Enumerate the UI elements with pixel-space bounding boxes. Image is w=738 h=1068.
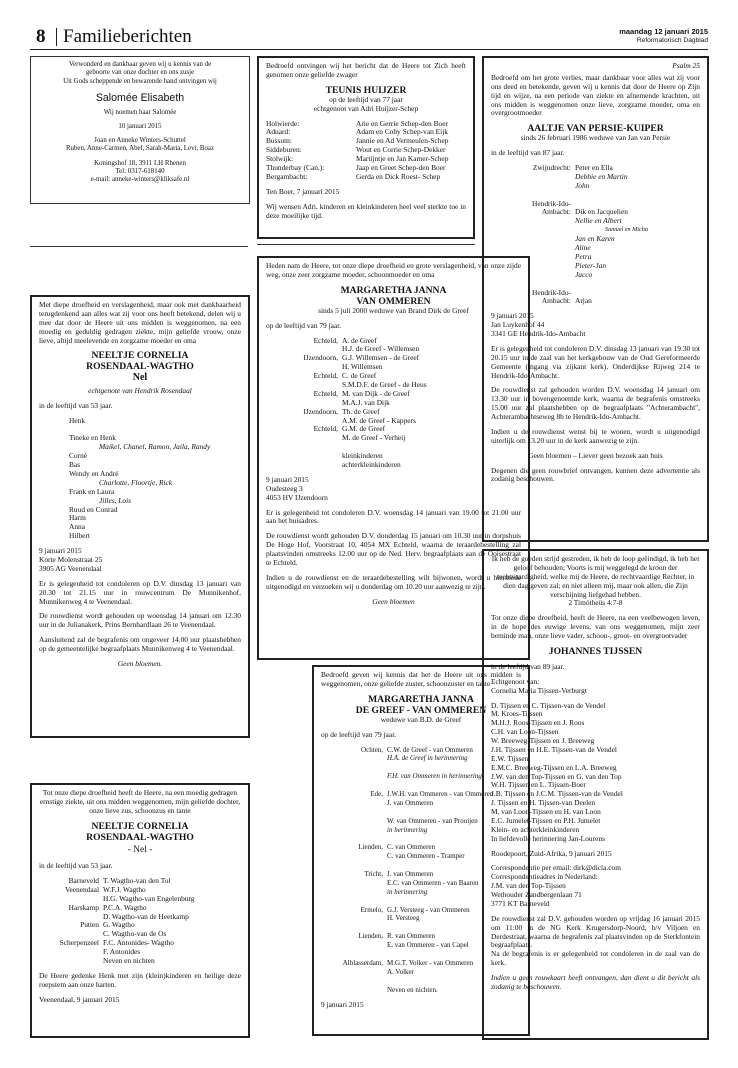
family-member: [575, 280, 700, 289]
birth-date: 10 januari 2015: [118, 122, 162, 130]
family-member: Arjan: [575, 296, 592, 306]
family-member: Nellie en Albert: [575, 216, 622, 226]
family-member: Aline: [575, 243, 591, 253]
family-place: Echteld,: [313, 388, 338, 398]
family-place: Barneveld: [68, 875, 99, 885]
condolence-info: Er is gelegenheid tot condoleren op D.V. dinsdag 13 januari van 20.30 tot 21.15 uur in rouwcentrum De Munnikenhof, Munnikenweg 4 te Veenendaal.: [39, 578, 241, 606]
family-place: [321, 852, 383, 861]
obituary-van-persie: [482, 56, 709, 542]
family-member: Jan en Karen: [575, 234, 615, 244]
family-member: achterkleinkinderen: [342, 460, 401, 470]
deceased-name-2: DE GREEF - VAN OMMEREN: [355, 704, 487, 716]
burial-info: Aansluitend zal de begrafenis om ongeveer 14.00 uur plaatshebben op de gemeentelijke begraafplaats Munnikenweg 4 te Veenendaal.: [39, 635, 241, 654]
family-place: [321, 977, 383, 986]
birth-announcement: [30, 56, 250, 204]
family-member: Petra: [575, 251, 592, 261]
family-member: J.B. Tijssen en J.C.M. Tijssen-van de Vendel: [491, 789, 623, 799]
family-place: [491, 262, 571, 271]
family-list: [491, 164, 700, 306]
correspondence-email: Correspondentie per email: dirk@dicla.com: [491, 863, 621, 873]
obituary-rosendaal-1: [30, 295, 250, 738]
family-member: Neven en nichten: [103, 955, 155, 965]
family-place: [266, 461, 338, 470]
family-place: [321, 968, 383, 977]
header-divider: [56, 28, 57, 46]
family-place: Stolwijk:: [266, 154, 294, 164]
family-place: [491, 182, 571, 191]
family-member: F.C. Antonides- Wagtho: [103, 938, 174, 948]
obituary-intro: Tot onze diepe droefheid heeft de Heere, na een moedig gedragen ernstige ziekte, uit ons midden weggenomen, mijn geliefde dochter, onze lieve zus, schoonzus en tante: [39, 788, 241, 815]
family-member: C. van Ommeren - Tramper: [387, 852, 465, 861]
family-place: [321, 817, 383, 826]
family-member: C.W. de Greef - van Ommeren: [387, 745, 473, 754]
family-member: G.M. de Greef: [342, 424, 386, 434]
family-member: H. Versteeg: [387, 914, 420, 923]
family-place: Hendrik-Ido-: [532, 198, 571, 208]
spouse-line: echtgenoot van Adri Huijzer-Schep: [313, 103, 419, 113]
family-member: Henk: [69, 415, 86, 425]
service-info: De rouwdienst wordt gehouden D.V. donderdag 15 januari om 10.30 uur in dorpshuis De Hoge Hof, Voorstraat 10, 4054 MX Echteld, waarna de teraardebestelling zal plaatsvinden omstreeks 12.00 uur op de Ned. Herv. begraafplaats aan de Ooisestraat te Echteld.: [266, 531, 521, 567]
obituary-date: 9 januari 2015: [491, 311, 534, 321]
attendance-info: Indien u de rouwdienst wenst bij te wonen, wordt u uitgenodigd uiterlijk om 13.20 uur in de kerk aanwezig te zijn.: [491, 426, 700, 445]
family-place: [39, 957, 99, 966]
baby-called: Wij noemen haar Salomée: [103, 108, 177, 116]
family-member: E. van Ommeren - van Capel: [387, 941, 469, 950]
deceased-name: AALTJE VAN PERSIE-KUIPER: [527, 123, 664, 135]
age-line: op de leeftijd van 79 jaar.: [266, 320, 342, 330]
family-place: [491, 217, 571, 226]
family-member: E.M.C. Breeweg-Tijssen en L.A. Breeweg: [491, 762, 617, 772]
family-place: [491, 253, 571, 262]
condolence-info: Er is gelegenheid tot condoleren D.V. dinsdag 13 januari van 19.30 tot 20.15 uur in de zaal van het kerkgebouw van de Oud Gereformeerde Gemeente (ingang via zijkant kerk), Onderdijkse Rijweg 214 te Hendrik-Ido-Ambacht.: [491, 343, 700, 380]
obituary-date: Ten Boer, 7 januari 2015: [266, 186, 340, 196]
family-place: [266, 434, 338, 443]
family-member: F. Antonides: [103, 947, 141, 957]
family-member: C. van Ommeren: [387, 843, 436, 852]
family-place: [491, 235, 571, 244]
family-member: J. van Ommeren: [387, 870, 434, 879]
family-member: Ruud en Conrad: [69, 504, 118, 514]
birth-address: Koningshof 18, 3911 LH Rhenen: [94, 159, 186, 167]
family-place: [321, 888, 383, 897]
closing-wish: Wij wensen Adri, kinderen en kleinkinderen heel veel sterkte toe in deze moeilijke tijd.: [266, 201, 466, 220]
family-place: Zwijndrecht:: [532, 163, 571, 173]
family-member: Wout en Corrie Schep-Dekker: [356, 145, 446, 155]
family-place: Alblasserdam,: [342, 958, 383, 967]
family-place: [491, 173, 571, 182]
family-place: [321, 781, 383, 790]
family-place: [491, 226, 571, 235]
obituary-date: 9 januari 2015: [321, 999, 364, 1009]
family-list: [39, 877, 241, 966]
family-list: [266, 120, 466, 182]
family-place: Hendrik-Ido-: [532, 287, 571, 297]
family-place: Ochten,: [361, 745, 383, 754]
family-place: [266, 443, 338, 452]
family-member: Adam en Coby Schep-van Eijk: [356, 127, 448, 137]
obituary-address-2: 3341 GE Hendrik-Ido-Ambacht: [491, 329, 586, 339]
family-place: [321, 754, 383, 763]
spouse-label: Echtgenoot van:: [491, 676, 540, 686]
notice-note: Indien u geen rouwkaart heeft ontvangen, dan dient u dit bericht als zodanig te beschouwen.: [491, 973, 700, 991]
family-place: [321, 950, 383, 959]
deceased-name: JOHANNES TIJSSEN: [548, 645, 643, 657]
family-member: C. Wagtho-van de Os: [103, 929, 167, 939]
deceased-name: TEUNIS HUIJZER: [325, 84, 407, 96]
psalm-ref: Psalm 25: [672, 61, 700, 70]
birth-intro-2: geboorte van onze dochter en ons zusje: [85, 69, 195, 77]
family-place: Harskamp: [68, 902, 99, 912]
widow-line: sinds 5 juli 2000 weduwe van Brand Dirk de Greef: [318, 305, 469, 315]
family-place: Veenendaal: [64, 884, 99, 894]
family-place: [39, 948, 99, 957]
family-member: M. de Greef - Verheij: [342, 433, 406, 443]
family-member: in herinnering: [387, 825, 428, 834]
family-place: Scherpenzeel: [59, 938, 99, 948]
age-line: in de leeftijd van 53 jaar.: [39, 400, 113, 410]
obituary-date: 9 januari 2015: [39, 546, 82, 556]
widow-line: weduwe van B.D. de Greef: [380, 714, 462, 724]
family-member: Tineke en Henk: [69, 433, 116, 443]
family-list: [39, 417, 241, 541]
family-member: R. van Ommeren: [387, 932, 436, 941]
age-line: in de leeftijd van 53 jaar.: [39, 861, 113, 871]
service-info: De rouwdienst zal gehouden worden D.V. woensdag 14 januari om 13.30 uur in bovengenoemde kerk, waarna de begrafenis omstreeks 15.00 uur zal plaatshebben op de begraafplaats "Achterambacht", Achterambachtseweg 8b te Hendrik-Ido-Ambacht.: [491, 385, 700, 422]
flowers-note: Geen bloemen – Liever geen bezoek aan huis: [528, 450, 663, 460]
family-member: Klein- en achterkleinkinderen: [491, 824, 580, 834]
family-place: [321, 923, 383, 932]
issue-date: maandag 12 januari 2015: [619, 27, 708, 36]
family-member: Maikel, Chanel, Ramon, Jaila, Randy: [99, 442, 211, 452]
family-member: Jacco: [575, 269, 593, 279]
family-place: IJzendoorn,: [303, 353, 338, 363]
obituary-intro: Tot onze diepe droefheid, heeft de Heere, na een veelbewogen leven, in de hope des euwige levens, van ons weggenomen, mijn zeer beminde man, onze lieve vader, schoon-, groot- en overgrootvader: [491, 613, 700, 640]
birth-intro-1: Verwonderd en dankbaar geven wij u kennis van de: [68, 61, 212, 68]
family-place: Thunderbay (Can.):: [266, 162, 325, 172]
family-member: W.H. Tijssen en L. Tijssen-Boer: [491, 780, 586, 790]
obituary-intro: Bedroefd geven wij kennis dat het de Heere uit ons midden is weggenomen, onze geliefde zuster, schoonzuster en tante: [321, 670, 521, 688]
family-member: Debbie en Martin: [575, 171, 628, 181]
obituary-address-2: 3905 AG Veenendaal: [39, 563, 102, 573]
obituary-intro: Heden nam de Heere, tot onze diepe droefheid en grote verslagenheid, van onze zijde weg, onze zeer zorgzame moeder, schoonmoeder en oma: [266, 261, 521, 279]
parents: Joan en Anneke Winters-Schuttel: [94, 137, 186, 145]
family-member: Corné: [69, 451, 88, 461]
family-member: [575, 191, 700, 200]
family-place: [321, 861, 383, 870]
family-member: Martijntje en Jan Kamer-Schep: [356, 154, 449, 164]
family-member: G. Wagtho: [103, 920, 135, 930]
family-member: S.M.D.F. de Greef - de Heus: [342, 380, 427, 390]
family-member: H.G. Wagtho-van Engelenburg: [103, 893, 195, 903]
baby-name: Salomée Elisabeth: [95, 91, 185, 104]
family-member: C.H. van Loon-Tijssen: [491, 727, 559, 737]
family-place: Ermelo,: [360, 905, 383, 914]
obituary-intro: Bedroefd om het grote verlies, maar dankbaar voor alles wat zij voor ons deed en betekende, geven wij u kennis dat door de Heere op Zijn tijd en wijze, na een periode van ziekte en afnemende krachten, uit ons midden is weggenomen onze lieve, zorgzame moeder, oma en overgrootmoeder: [491, 72, 700, 118]
family-member: Dik en Jacquelien: [575, 207, 628, 217]
deceased-name-1: NEELTJE CORNELIA: [91, 820, 189, 832]
family-place: [321, 826, 383, 835]
family-place: Ambacht:: [541, 296, 571, 306]
family-member: [575, 289, 700, 298]
family-place: Tricht,: [364, 870, 383, 879]
family-member: J. van Ommeren: [387, 798, 434, 807]
family-place: Holwierde:: [266, 118, 300, 128]
attendance-info: Indien u de rouwdienst en de teraardebestelling wilt bijwonen, wordt u hiermede uitgenodigd en verzoeken wij u donderdag om 10.20 uur aanwezig te zijn.: [266, 572, 521, 591]
family-member: Harm: [69, 513, 86, 523]
family-place: [321, 941, 383, 950]
divider: [257, 244, 475, 245]
page-number: 8: [36, 26, 46, 47]
family-member: John: [575, 180, 590, 190]
family-member: G.J. Willemsen - de Greef: [342, 353, 420, 363]
obituary-intro: Met diepe droefheid en verslagenheid, maar ook met dankbaarheid terugdenkend aan alles wat zij voor ons heeft betekend, delen wij u mee dat door de Heere uit ons midden is weggenomen, na een moedig en geduldig gedragen ziekte, mijn geliefde vrouw, onze lieve, altijd meelevende en zorgzame moeder en oma: [39, 300, 241, 345]
birth-tel: Tel: 0317-618140: [115, 167, 165, 175]
bible-verse: Ik heb de goeden strijd gestreden, ik heb de loop geëindigd, ik heb het geloof behouden; Voorts is mij weggelegd de kroon der rechtvaardigheid, welke mij de Heere, de rechtvaardige Rechter, in dien dag geven zal; en niet alleen mij, maar ook allen, die Zijn verschijning liefgehad hebben.: [491, 554, 700, 599]
family-member: Gerda en Dick Roest- Schep: [356, 171, 441, 181]
family-place: [491, 244, 571, 253]
family-member: J.W.H. van Ommeren - van Ommeren: [387, 790, 494, 799]
deceased-name-1: MARGARETHA JANNA: [340, 284, 447, 296]
page-title: Familieberichten: [63, 26, 192, 47]
family-member: Bas: [69, 460, 81, 470]
family-member: M. van Dijk - de Greef: [342, 388, 410, 398]
family-place: Echteld,: [313, 335, 338, 345]
age-line: op de leeftijd van 79 jaar.: [321, 729, 397, 739]
place-date: Roodepoort, Zuid-Afrika, 9 januari 2015: [491, 848, 612, 858]
family-member: Neven en nichten.: [387, 985, 438, 994]
correspondence-address-3: 3771 KT Barneveld: [491, 898, 550, 908]
condolence-info: Na de begrafenis is er gelegenheid tot condoleren in de zaal van de kerk.: [491, 949, 700, 968]
notice-note: Degenen die geen rouwbrief ontvangen, kunnen deze advertentie als zodanig beschouwen.: [491, 465, 700, 484]
family-place: Putten: [80, 920, 99, 930]
obituary-huijzer: [257, 56, 475, 239]
family-place: [321, 772, 383, 781]
family-member: in herinnering: [387, 887, 428, 896]
family-member: W. Breeweg-Tijssen en J. Breeweg: [491, 736, 595, 746]
family-member: Samuel en Micha: [605, 226, 648, 234]
spouse-name: Cornelia Maria Tijssen-Verburgt: [491, 685, 587, 695]
page-header: [30, 24, 708, 50]
family-member: Wendy en André: [69, 469, 119, 479]
nickname: Nel: [132, 372, 148, 384]
family-member: T. Wagtho-van den Tol: [103, 875, 171, 885]
nickname: - Nel -: [127, 844, 153, 855]
family-list: [491, 702, 700, 844]
family-place: [321, 897, 383, 906]
divider: [30, 246, 248, 247]
obituary-intro: Bedroefd ontvingen wij het bericht dat de Heere tot Zich heeft genomen onze geliefde zwager: [266, 61, 466, 79]
family-member: Pieter-Jan: [575, 260, 607, 270]
family-place: Ede,: [370, 790, 383, 799]
family-member: A.M. de Greef - Kappers: [342, 415, 416, 425]
age-line: in de leeftijd van 89 jaar.: [491, 661, 565, 671]
family-place: Bussum:: [266, 136, 292, 146]
family-member: Th. de Greef: [342, 406, 380, 416]
family-member: D. Wagtho-van de Heetkamp: [103, 911, 189, 921]
family-place: [321, 763, 383, 772]
family-member: In liefdevolle herinnering Jan-Lourens: [491, 833, 605, 843]
condolence-info: Er is gelegenheid tot condoleren D.V. woensdag 14 januari van 19.00 tot 21.00 uur aan het huisadres.: [266, 507, 521, 526]
deceased-name-1: MARGARETHA JANNA: [368, 693, 474, 705]
closing-verse: De Heere gedenke Henk met zijn (klein)kinderen en heilige deze roepstem aan onze harten.: [39, 970, 241, 989]
family-member: A. Volker: [387, 967, 414, 976]
family-member: Charlotte, Floortje, Rick: [99, 477, 173, 487]
family-member: W.F.J. Wagtho: [103, 884, 146, 894]
family-member: E.C. Jumelet-Tijssen en P.H. Jumelet: [491, 815, 601, 825]
family-member: M. van Loon-Tijssen en H. van Loon: [491, 807, 601, 817]
family-member: Frank en Laura: [69, 486, 115, 496]
family-member: J.W. van den Top-Tijssen en G. van den Top: [491, 771, 622, 781]
family-place: [321, 879, 383, 888]
family-place: [321, 986, 383, 995]
family-member: J.H. Tijssen en H.E. Tijssen-van de Vendel: [491, 744, 617, 754]
family-place: Aduard:: [266, 127, 291, 137]
family-member: W. van Ommeren - van Prooijen: [387, 816, 478, 825]
family-member: H. Willemsen: [342, 362, 383, 372]
correspondence-address-2: Wethouder Zandbergenlaan 71: [491, 890, 582, 900]
widow-line: sinds 26 februari 1986 weduwe van Jan van Persie: [520, 133, 671, 143]
family-member: Jilles, Lois: [99, 495, 132, 505]
obituary-address-1: Korte Molenstraat 25: [39, 555, 103, 565]
birth-email: e-mail: anneke-winters@kliksafe.nl: [90, 176, 190, 184]
obituary-address-1: Oudesteeg 3: [266, 483, 303, 493]
spouse-line: echtgenote van Hendrik Rosendaal: [88, 385, 192, 395]
obituary-date: 9 januari 2015: [266, 474, 309, 484]
family-member: A. de Greef: [342, 335, 377, 345]
family-place: Bergambacht:: [266, 171, 308, 181]
obituary-address-1: Jan Luykenhof 44: [491, 320, 545, 330]
family-member: H.J. de Greef - Willemsen: [342, 344, 420, 354]
birth-intro-3: Uit Gods scheppende en bewarende hand ontvingen wij: [63, 77, 217, 85]
family-place: [321, 799, 383, 808]
family-member: P.C.A. Wagtho: [103, 902, 147, 912]
family-member: F.H. van Ommeren in herinnering: [387, 772, 482, 781]
family-member: C. de Greef: [342, 371, 377, 381]
family-member: Hilbert: [69, 531, 90, 541]
family-place: Ambacht:: [541, 207, 571, 217]
family-place: [321, 914, 383, 923]
family-member: Arie en Gerrie Schep-den Boer: [356, 118, 448, 128]
obituary-date: Veenendaal, 9 januari 2015: [39, 994, 120, 1004]
family-place: Echteld,: [313, 371, 338, 381]
family-member: Peter en Ella: [575, 163, 613, 173]
correspondence-address-1: J.M. van den Top-Tijssen: [491, 881, 566, 891]
family-place: Lienden,: [358, 932, 383, 941]
family-member: M. Kroes-Tijssen: [491, 709, 543, 719]
family-member: H.A. de Greef in herinnering: [387, 754, 468, 763]
deceased-name-2: VAN OMMEREN: [356, 295, 431, 307]
family-place: Echteld,: [313, 424, 338, 434]
family-member: M.H.J. Roos-Tijssen en J. Roos: [491, 718, 585, 728]
family-member: Jannie en Ad Vermeulen-Schep: [356, 136, 449, 146]
family-place: [491, 271, 571, 280]
family-member: Jaap en Greet Schep-den Boer: [356, 162, 446, 172]
family-place: Lienden,: [358, 843, 383, 852]
verse-ref: 2 Timótheüs 4:7-8: [568, 598, 623, 608]
flowers-note: Geen bloemen.: [117, 658, 163, 668]
family-member: E.W. Tijssen: [491, 753, 529, 763]
deceased-name-2: ROSENDAAL-WAGTHO: [86, 831, 194, 843]
age-line: op de leeftijd van 77 jaar: [329, 94, 403, 104]
age-line: in de leeftijd van 87 jaar.: [491, 148, 565, 158]
family-member: J. Tijssen en H. Tijssen-van Deelen: [491, 798, 596, 808]
correspondence-label: Correspondentieadres in Nederland:: [491, 872, 598, 882]
service-info: De rouwdienst zal D.V. gehouden worden op vrijdag 16 januari 2015 om 11:00 in de NG Kerk Krugersdorp-Noord, b/v Viljoen en Derdestraat, waarna de begrafenis zal plaatsvinden op de Sterkfontein begraafplaats.: [491, 913, 700, 950]
flowers-note: Geen bloemen: [372, 596, 415, 606]
family-place: [321, 834, 383, 843]
family-member: Anna: [69, 522, 86, 532]
service-info: De rouwdienst wordt gehouden op woensdag 14 januari om 12.30 uur in de Julianakerk, Prins Bernhardlaan 26 te Veenendaal.: [39, 611, 241, 630]
family-member: G.J. Versteeg - van Ommeren: [387, 905, 470, 914]
family-place: [266, 452, 338, 461]
obituary-rosendaal-2: [30, 783, 250, 1038]
deceased-name-1: NEELTJE CORNELIA: [91, 350, 189, 362]
newspaper-name: Reformatorisch Dagblad: [636, 37, 708, 44]
family-member: M.A.J. van Dijk: [342, 397, 390, 407]
family-member: D. Tijssen en C. Tijssen-van de Vendel: [491, 700, 606, 710]
family-member: kleinkinderen: [342, 451, 383, 461]
obituary-address-2: 4053 HV IJzendoorn: [266, 492, 328, 502]
family-place: Siddeburen:: [266, 145, 302, 155]
siblings: Ruben, Anne-Carmen, Abel, Sarah-Maria, Levi, Boaz: [65, 145, 215, 153]
deceased-name-2: ROSENDAAL-WAGTHO: [86, 361, 194, 373]
obituary-tijssen: [482, 549, 709, 1040]
family-member: M.G.T. Volker - van Ommeren: [387, 958, 474, 967]
family-place: IJzendoorn,: [303, 406, 338, 416]
family-member: E.C. van Ommeren - van Baaren: [387, 878, 479, 887]
family-place: [321, 808, 383, 817]
